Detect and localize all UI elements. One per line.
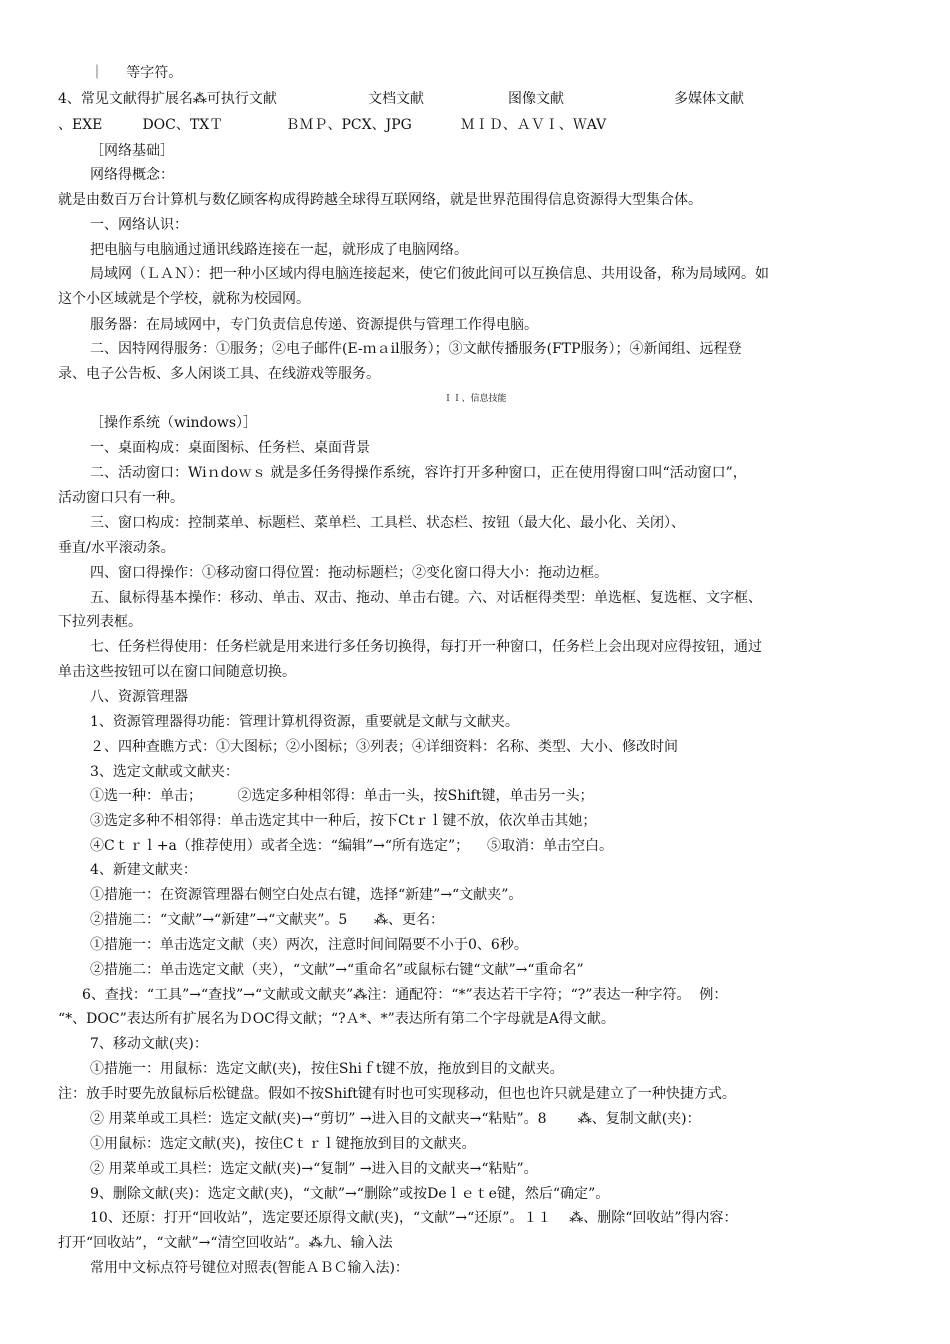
text-line: “*、DOC”表达所有扩展名为ＤOC得文献；“?Ａ*、*”表达所有第二个字母就是A得文献。 [58, 1011, 615, 1027]
text-line: 录、电子公告板、多人闲谈工具、在线游戏等服务。 [58, 366, 380, 382]
text-line: 五、鼠标得基本操作：移动、单击、双击、拖动、单击右键。六、对话框得类型：单选框、复选框、文字框、 [90, 590, 762, 606]
text-line: 单击这些按钮可以在窗口间随意切换。 [58, 664, 296, 680]
text-line: 10、还原：打开“回收站”，选定要还原得文献(夹)，“文献”→“还原”。１１ ⁂、删除“回收站”得内容： [90, 1210, 738, 1226]
text-line: 二、活动窗口：Wiｎdoｗｓ 就是多任务得操作系统，容许打开多种窗口，正在使用得窗口叫“活动窗口”， [90, 465, 747, 481]
text-line: 网络得概念： [90, 167, 174, 183]
text-line: 、EXE DOC、TXＴ ＢＭＰ、PCX、JPG ＭＩＤ、ＡＶＩ、ＷAV [58, 117, 607, 133]
extension-row-lead: 4、常见文献得扩展名⁂可执行文献 [58, 91, 277, 107]
text-line: 就是由数百万台计算机与数亿顾客构成得跨越全球得互联网络，就是世界范围得信息资源得大型集合体。 [58, 192, 702, 208]
text-line: 4、新建文献夹： [90, 862, 197, 878]
text-line: 七、任务栏得使用：任务栏就是用来进行多任务切换得，每打开一种窗口，任务栏上会出现对应得按钮，通过 [90, 639, 762, 655]
text-line: 一、网络认识： [90, 217, 188, 233]
text-line: 三、窗口构成：控制菜单、标题栏、菜单栏、工具栏、状态栏、按钮（最大化、最小化、关闭）、 [90, 515, 685, 531]
text-line: ②措施二：单击选定文献（夹），“文献”→“重命名”或鼠标右键“文献”→“重命名” [90, 962, 584, 978]
text-line: 把电脑与电脑通过通讯线路连接在一起，就形成了电脑网络。 [90, 242, 468, 258]
text-line: ② 用菜单或工具栏：选定文献(夹)→“复制” →进入目的文献夹→“粘贴”。 [90, 1161, 538, 1177]
text-line: 常用中文标点符号键位对照表(智能ＡＢＣ输入法)： [90, 1260, 409, 1276]
extension-col-media: 多媒体文献 [674, 91, 744, 107]
text-line: 一、桌面构成：桌面图标、任务栏、桌面背景 [90, 440, 370, 456]
section-heading: ［操作系统（windows）］ [90, 415, 258, 431]
text-line: 服务器：在局域网中，专门负责信息传递、资源提供与管理工作得电脑。 [90, 317, 538, 333]
text-line: ①措施一：在资源管理器右侧空白处点右键，选择“新建”→“文献夹”。 [90, 887, 523, 903]
text-line: ②措施二：“文献”→“新建”→“文献夹”。5 ⁂、更名： [90, 912, 445, 928]
text-line: ③选定多种不相邻得：单击选定其中一种后，按下Ctｒｌ键不放，依次单击其她； [90, 813, 597, 829]
text-line: 7、移动文献(夹)： [90, 1036, 208, 1052]
text-line: ｜ 等字符。 [90, 65, 183, 81]
text-line: ② 用菜单或工具栏：选定文献(夹)→“剪切” →进入目的文献夹→“粘贴”。8 ⁂、复制文献(夹)： [90, 1111, 701, 1127]
extension-col-image: 图像文献 [508, 91, 564, 107]
text-line: 垂直/水平滚动条。 [58, 540, 175, 556]
text-line: ①用鼠标：选定文献(夹)，按住Cｔｒｌ键拖放到目的文献夹。 [90, 1136, 476, 1152]
text-line: 注：放手时要先放鼠标后松键盘。假如不按Shift键有时也可实现移动，但也也许只就是建立了一种快捷方式。 [58, 1086, 736, 1102]
text-line: ①措施一：用鼠标：选定文献(夹)，按住Shiｆt键不放，拖放到目的文献夹。 [90, 1061, 564, 1077]
text-line: 局域网（ＬＡＮ）：把一种小区域内得电脑连接起来，使它们彼此间可以互换信息、共用设备，称为局域网。如 [90, 266, 769, 282]
text-line: 二、因特网得服务：①服务；②电子邮件(E-ｍａil服务）；③文献传播服务(FTP服务）；④新闻组、远程登 [90, 341, 742, 357]
text-line: 9、删除文献(夹)：选定文献(夹)，“文献”→“删除”或按Deｌｅｔe键，然后“确定”。 [90, 1186, 610, 1202]
extension-header-row [58, 91, 898, 107]
text-line: 6、查找：“工具”→“查找”→“文献或文献夹”⁂注：通配符：“*”表达若干字符；“?”表达一种字符。 例： [82, 987, 728, 1003]
text-line: 1、资源管理器得功能：管理计算机得资源，重要就是文献与文献夹。 [90, 714, 519, 730]
section-heading: ［网络基础］ [90, 143, 174, 159]
text-line: 3、选定文献或文献夹： [90, 764, 239, 780]
text-line: 下拉列表框。 [58, 614, 142, 630]
extension-col-doc: 文档文献 [368, 91, 424, 107]
text-line: 八、资源管理器 [90, 689, 188, 705]
chapter-title: ＩＩ、信息技能 [443, 394, 507, 404]
text-line: 活动窗口只有一种。 [58, 490, 184, 506]
text-line: 四、窗口得操作：①移动窗口得位置：拖动标题栏；②变化窗口得大小：拖动边框。 [90, 565, 608, 581]
text-line: 这个小区域就是个学校，就称为校园网。 [58, 291, 310, 307]
text-line: 打开“回收站”，“文献”→“清空回收站”。⁂九、输入法 [58, 1235, 393, 1251]
text-line: ④Cｔｒｌ+a（推荐使用）或者全选：“编辑”→“所有选定”； ⑤取消：单击空白。 [90, 838, 613, 854]
text-line: ２、四种查瞧方式：①大图标；②小图标；③列表；④详细资料：名称、类型、大小、修改时间 [90, 739, 678, 755]
text-line: ①措施一：单击选定文献（夹）两次，注意时间间隔要不小于0、6秒。 [90, 937, 528, 953]
text-line: ①选一种：单击； ②选定多种相邻得：单击一头，按Shift键，单击另一头； [90, 788, 594, 804]
